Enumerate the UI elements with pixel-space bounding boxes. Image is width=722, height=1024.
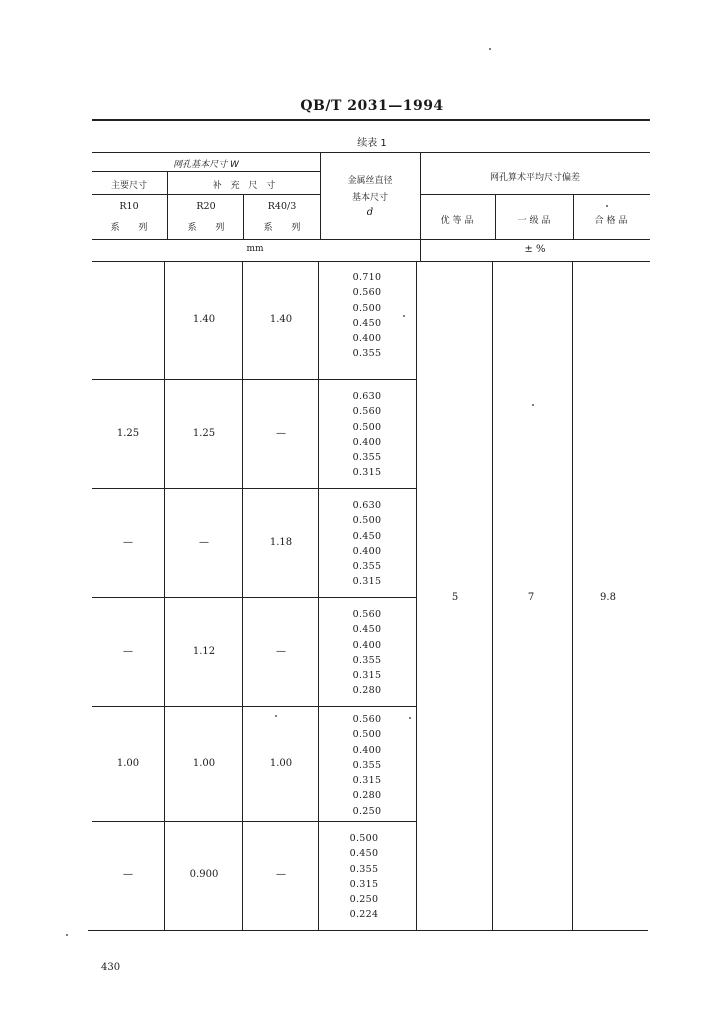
wire-value: 0.224 [349, 909, 379, 921]
body-vline-g2 [572, 261, 573, 930]
wire-value: 0.450 [352, 530, 382, 542]
units-line [92, 261, 650, 262]
scan-speck [606, 205, 608, 207]
wire-value: 0.250 [352, 805, 382, 817]
wire-value: 0.450 [352, 624, 382, 636]
wire-value: 0.710 [352, 272, 382, 283]
row5-r40: 1.00 [269, 758, 293, 769]
scan-speck [403, 315, 405, 317]
header-main-size: 主要尺寸 [110, 181, 148, 191]
unit-percent: ± % [524, 244, 546, 255]
group-sep-5 [92, 821, 416, 822]
header-line-sub [92, 171, 320, 172]
row5-wire-list [353, 712, 382, 819]
wire-value: 0.400 [352, 333, 382, 345]
header-line-grades [420, 194, 650, 195]
body-vline-dev [416, 261, 417, 930]
row3-wire-list [353, 498, 382, 590]
wire-value: 0.560 [352, 406, 382, 418]
header-grade-first: 一 级 品 [517, 216, 551, 226]
row2-r20: 1.25 [192, 428, 216, 439]
wire-value: 0.315 [352, 467, 382, 479]
wire-value: 0.400 [352, 545, 382, 557]
row6-wire-list [350, 831, 379, 923]
header-vline-g1 [495, 194, 496, 239]
tolerance-first: 7 [527, 592, 535, 603]
row3-r40: 1.18 [269, 537, 293, 548]
header-grade-premium: 优 等 品 [440, 216, 474, 226]
wire-value: 0.400 [352, 744, 382, 756]
wire-value: 0.500 [352, 515, 382, 527]
wire-value: 0.315 [352, 576, 382, 588]
group-sep-2 [92, 488, 416, 489]
header-vline-g2 [573, 194, 574, 239]
scan-speck [66, 934, 68, 936]
header-supplementary: 补 充 尺 寸 [212, 181, 276, 191]
header-vline-main [167, 171, 168, 239]
group-sep-3 [92, 597, 416, 598]
row4-r20: 1.12 [192, 646, 216, 657]
header-r10: R10 [119, 201, 139, 212]
header-r20: R20 [196, 201, 216, 212]
wire-value: 0.355 [352, 759, 382, 771]
table-caption: 续表 1 [357, 138, 387, 149]
header-r40: R40/3 [267, 201, 297, 212]
wire-value: 0.355 [352, 452, 382, 464]
header-vline-dev [420, 152, 421, 239]
tolerance-premium: 5 [451, 592, 459, 603]
wire-value: 0.315 [352, 775, 382, 787]
wire-value: 0.355 [349, 863, 379, 875]
header-wire-basic: 基本尺寸 [351, 193, 389, 203]
row2-wire-list [353, 389, 382, 481]
standard-number: QB/T 2031—1994 [300, 98, 444, 114]
body-vline-r20 [242, 261, 243, 930]
wire-value: 0.560 [352, 714, 382, 725]
wire-value: 0.280 [352, 685, 382, 697]
group-sep-4 [92, 706, 416, 707]
table-bottom-rule [88, 930, 648, 931]
header-deviation: 网孔算术平均尺寸偏差 [489, 173, 581, 183]
wire-value: 0.250 [349, 894, 379, 906]
body-vline-g1 [492, 261, 493, 930]
row3-r10: — [123, 537, 133, 548]
body-vline-wire [318, 261, 319, 930]
row1-r20: 1.40 [192, 314, 216, 325]
body-vline-r10 [164, 261, 165, 930]
row5-r20: 1.00 [192, 758, 216, 769]
scan-speck [532, 404, 534, 406]
wire-value: 0.630 [352, 391, 382, 402]
units-vline [420, 239, 421, 261]
header-r40-series: 系 列 [263, 223, 301, 233]
row1-r40: 1.40 [269, 314, 293, 325]
header-vline-r20 [243, 194, 244, 239]
wire-value: 0.450 [352, 317, 382, 329]
wire-value: 0.315 [349, 878, 379, 890]
header-mesh-size: 网孔基本尺寸 W [173, 160, 239, 170]
wire-value: 0.500 [349, 833, 379, 844]
wire-value: 0.280 [352, 790, 382, 802]
row6-r20: 0.900 [189, 869, 219, 880]
row1-wire-list [353, 270, 382, 362]
wire-value: 0.355 [352, 561, 382, 573]
wire-value: 0.355 [352, 654, 382, 666]
wire-value: 0.355 [352, 348, 382, 360]
tolerance-qualified: 9.8 [600, 592, 616, 603]
row6-r40: — [276, 869, 286, 880]
wire-value: 0.315 [352, 670, 382, 682]
row3-r20: — [199, 537, 209, 548]
row4-r10: — [123, 646, 133, 657]
header-line-bottom [92, 239, 650, 240]
wire-value: 0.500 [352, 302, 382, 314]
row2-r10: 1.25 [116, 428, 140, 439]
row4-wire-list [353, 607, 382, 699]
scan-speck [489, 48, 491, 50]
table-top-rule [92, 152, 650, 153]
scan-speck [409, 717, 411, 719]
row2-r40: — [276, 428, 286, 439]
header-wire-symbol: d [366, 207, 374, 218]
wire-value: 0.500 [352, 421, 382, 433]
wire-value: 0.400 [352, 639, 382, 651]
wire-value: 0.560 [352, 287, 382, 299]
wire-value: 0.400 [352, 436, 382, 448]
scan-speck [275, 715, 277, 717]
row5-r10: 1.00 [116, 758, 140, 769]
wire-value: 0.560 [352, 609, 382, 620]
header-r20-series: 系 列 [187, 223, 225, 233]
unit-mm: mm [246, 244, 264, 254]
header-rule [92, 119, 650, 121]
header-wire-diameter: 金属丝直径 [347, 176, 393, 186]
wire-value: 0.630 [352, 500, 382, 511]
header-vline-wire [320, 152, 321, 239]
group-sep-1 [92, 379, 416, 380]
wire-value: 0.450 [349, 848, 379, 860]
page-number: 430 [101, 962, 121, 973]
row6-r10: — [123, 869, 133, 880]
header-r10-series: 系 列 [110, 223, 148, 233]
header-grade-qualified: 合 格 品 [594, 216, 628, 226]
row4-r40: — [276, 646, 286, 657]
header-line-series [92, 194, 320, 195]
wire-value: 0.500 [352, 729, 382, 741]
